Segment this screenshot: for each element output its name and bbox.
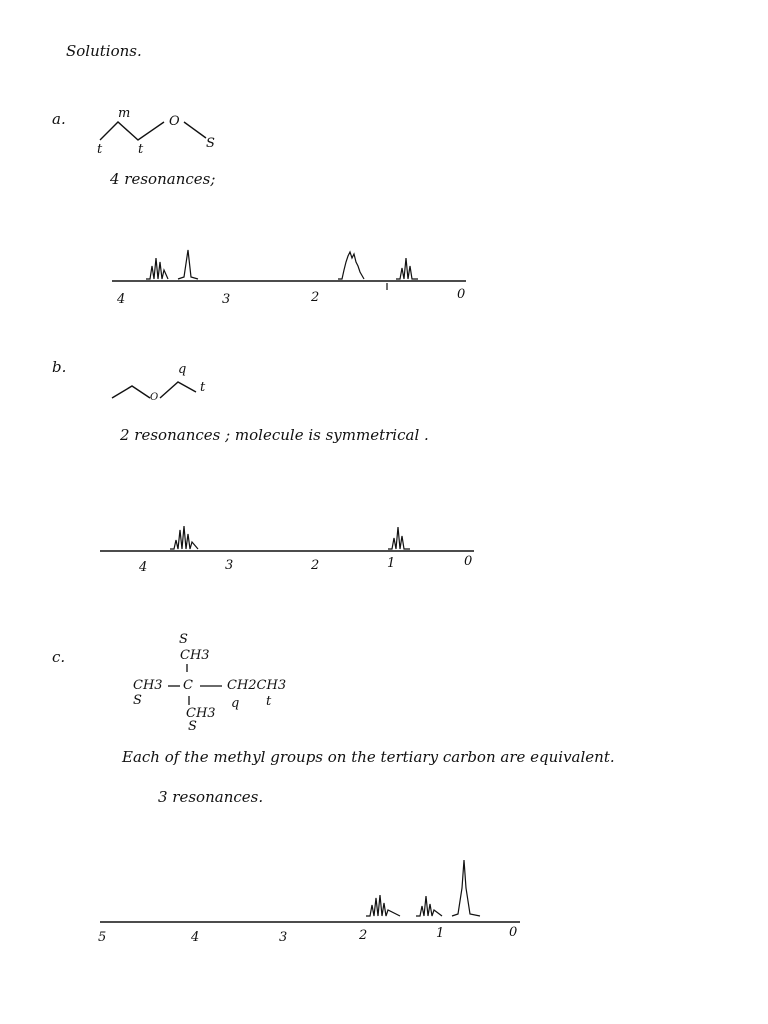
part-c-label: c. (52, 648, 66, 666)
part-a-tick-0: 0 (457, 287, 466, 302)
part-a-note: 4 resonances; (110, 170, 216, 188)
part-c-left-s: S (133, 693, 142, 708)
part-c-tick-1: 1 (436, 926, 445, 941)
part-b-tick-4: 4 (139, 560, 148, 575)
part-c-tick-0: 0 (509, 925, 518, 940)
part-a-label-t1: t (97, 142, 103, 157)
part-b-tick-2: 2 (311, 558, 320, 573)
part-a-tick-4: 4 (117, 292, 126, 307)
part-a-tick-3: 3 (222, 292, 231, 307)
page-title: Solutions. (66, 42, 142, 60)
part-b-label-t: t (200, 380, 206, 395)
part-b-label-o: O (150, 392, 159, 403)
part-c-top-s: S (179, 632, 188, 647)
part-c-top-ch3: CH3 (180, 648, 210, 663)
part-a-label-m: m (118, 106, 131, 121)
part-b-tick-0: 0 (464, 554, 473, 569)
part-c-note: Each of the methyl groups on the tertiary carbon are equivalent. (122, 748, 615, 766)
part-a-label: a. (52, 110, 66, 128)
part-b-tick-3: 3 (225, 558, 234, 573)
part-a-label-s: S (206, 136, 215, 151)
part-c-right-group: CH2CH3 (227, 678, 287, 693)
part-c-bottom-ch3: CH3 (186, 706, 216, 721)
part-b-tick-1: 1 (387, 556, 396, 571)
part-c-left-ch3: CH3 (133, 678, 163, 693)
part-a-label-t2: t (138, 142, 144, 157)
part-c-note2: 3 resonances. (158, 788, 264, 806)
part-c-t: t (266, 694, 272, 709)
part-c-tick-3: 3 (279, 930, 288, 945)
part-b-note: 2 resonances ; molecule is symmetrical . (120, 426, 429, 444)
part-a-label-o: O (169, 114, 180, 129)
part-b-label: b. (52, 358, 67, 376)
part-a-tick-2: 2 (311, 290, 320, 305)
part-c-bottom-s: S (188, 719, 197, 734)
part-c-center-c: C (183, 678, 193, 693)
part-c-q: q (231, 696, 240, 711)
part-c-tick-4: 4 (191, 930, 200, 945)
part-c-tick-2: 2 (359, 928, 368, 943)
part-b-label-q: q (178, 362, 187, 377)
part-c-tick-5: 5 (98, 930, 107, 945)
